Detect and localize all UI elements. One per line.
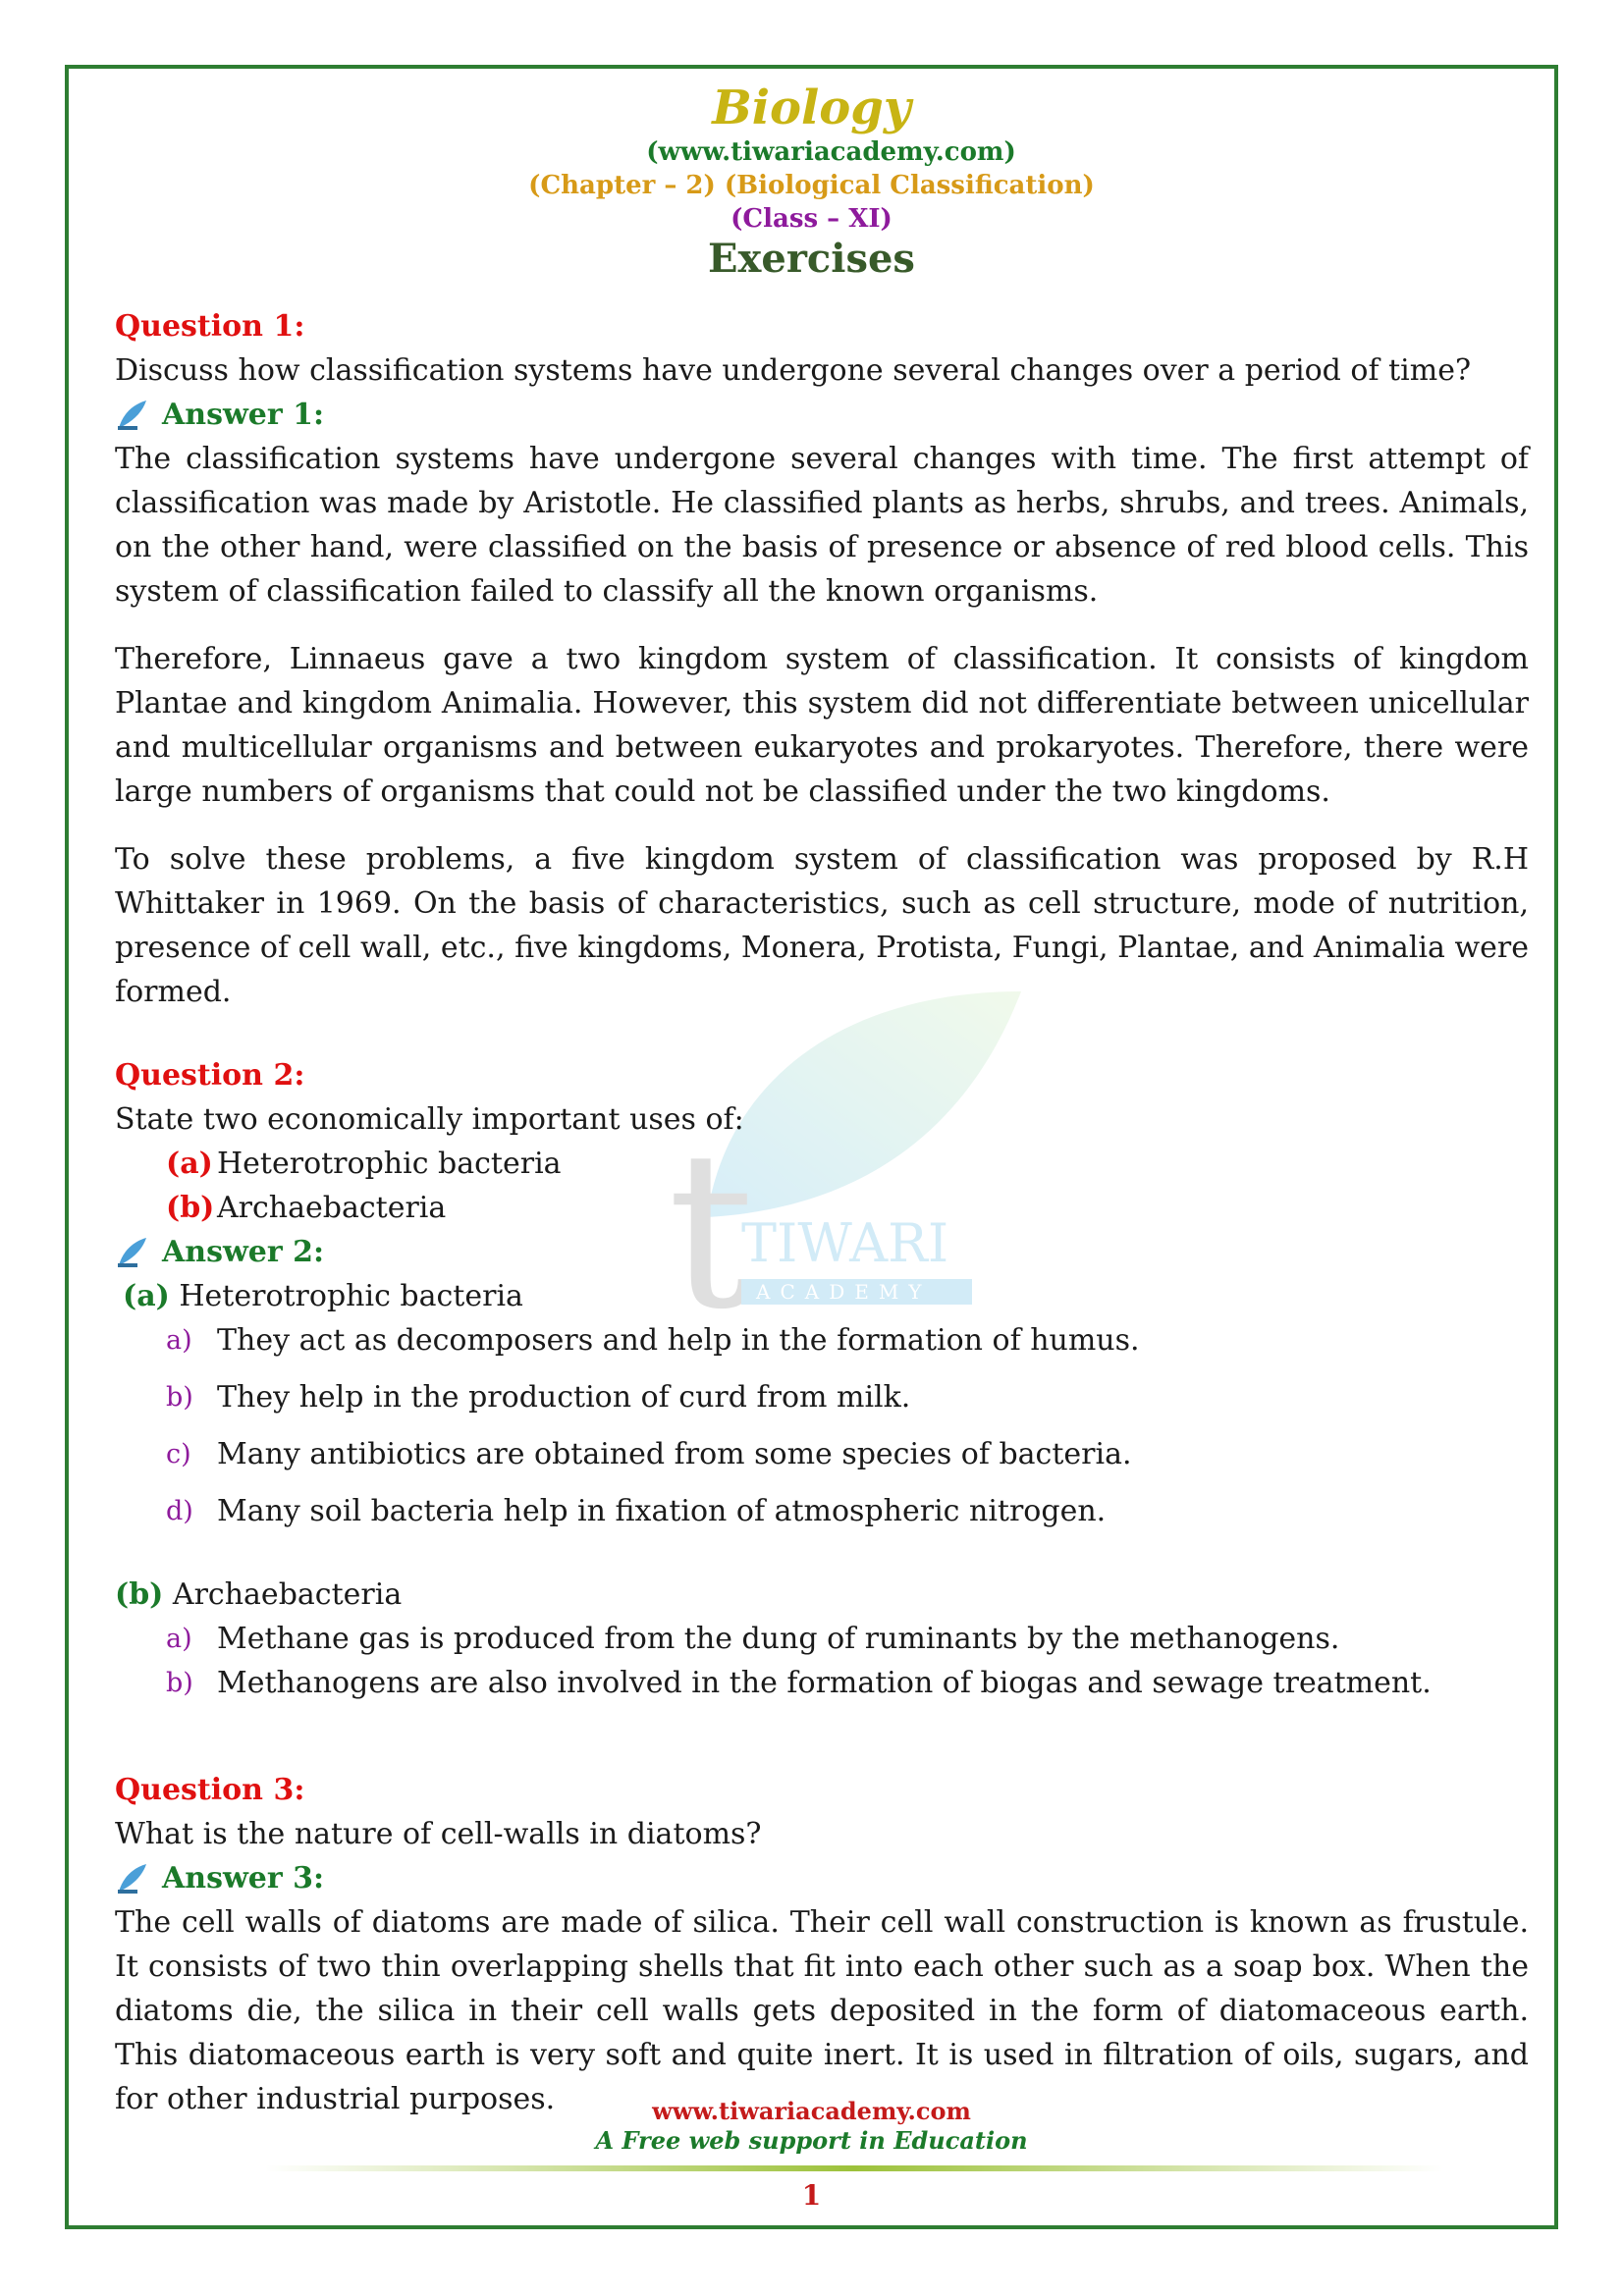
list-item-text: They act as decomposers and help in the formation of humus. [217,1323,1140,1358]
section-title: Heterotrophic bacteria [179,1279,523,1313]
list-item-text: Many soil bacteria help in fixation of atmospheric nitrogen. [217,1494,1107,1528]
chapter-title: (Chapter – 2) (Biological Classification) [528,171,1095,200]
answer-1-paragraph: The classification systems have undergone several changes with time. The first attempt of classification was made by Aristotle. He classified plants as herbs, shrubs, and trees. Animals, on the other hand, were classified on the basis of presence or absence of red blood cells. This system of classification failed to classify all the known organisms. [115,442,1529,609]
list-item-label: b) [166,1668,193,1698]
list-item [115,1318,1529,1362]
list-item-label: d) [166,1496,193,1526]
page-number: 1 [801,2179,822,2212]
list-item [115,1489,1529,1533]
list-item-label: a) [166,1624,192,1654]
section-title: Archaebacteria [172,1577,403,1612]
list-item [115,1432,1529,1476]
question-2-label: Question 2: [115,1058,305,1093]
question-1-label: Question 1: [115,309,305,344]
watermark-letter: t [668,1105,755,1357]
answer-3-heading [115,1856,1529,1900]
watermark-subtext: ACADEMY [756,1280,932,1304]
subject-title: Biology [712,80,911,135]
section-label: (b) [115,1577,164,1612]
footer-divider [265,2165,1443,2171]
question-2-option [115,1142,1529,1186]
answer-1-heading [115,393,1529,437]
exercise-content [115,304,1529,2121]
question-3-label: Question 3: [115,1773,305,1807]
list-item-text: Methanogens are also involved in the formation of biogas and sewage treatment. [217,1666,1432,1700]
question-1-text: Discuss how classification systems have undergone several changes over a period of time? [115,353,1472,388]
pen-icon [115,1236,148,1269]
class-title: (Class – XI) [730,204,893,234]
question-3-text: What is the nature of cell-walls in diatoms? [115,1817,762,1851]
list-item-label: b) [166,1382,193,1413]
list-item-label: a) [166,1325,192,1356]
option-text: Heterotrophic bacteria [217,1147,562,1181]
section-label: (a) [123,1279,170,1313]
pen-icon [115,399,148,432]
option-label: (a) [166,1147,213,1181]
section-a-heading [115,1274,1529,1318]
list-item-label: c) [166,1439,191,1469]
watermark-text: TIWARI [741,1212,949,1274]
answer-2-label: Answer 2: [162,1235,325,1269]
list-item [115,1617,1529,1661]
list-item-text: Methane gas is produced from the dung of ruminants by the methanogens. [217,1622,1340,1656]
section-b-heading [115,1573,1529,1617]
answer-1-paragraph: Therefore, Linnaeus gave a two kingdom system of classification. It consists of kingdom Plantae and kingdom Animalia. However, this system did not differentiate between unicellular and multicellular organisms and between eukaryotes and prokaryotes. Therefore, there were large numbers of organisms that could not be classified under the two kingdoms. [115,642,1529,809]
list-item-text: They help in the production of curd from milk. [217,1380,911,1415]
page-title: Exercises [708,236,915,282]
option-label: (b) [166,1191,215,1225]
footer-tagline: A Free web support in Education [595,2126,1028,2155]
list-item [115,1375,1529,1419]
list-item-text: Many antibiotics are obtained from some species of bacteria. [217,1437,1132,1471]
footer-website: www.tiwariacademy.com [652,2097,971,2125]
header-website: (www.tiwariacademy.com) [646,137,1016,167]
answer-2-heading [115,1230,1529,1274]
option-text: Archaebacteria [217,1191,447,1225]
pen-icon [115,1862,148,1896]
list-item [115,1661,1529,1705]
answer-3-paragraph: The cell walls of diatoms are made of silica. Their cell wall construction is known as frustule. It consists of two thin overlapping shells that fit into each other such as a soap box. When the diatoms die, the silica in their cell walls gets deposited in the form of diatomaceous earth. This diatomaceous earth is very soft and quite inert. It is used in filtration of oils, sugars, and for other industrial purposes. [115,1905,1529,2116]
question-2-text: State two economically important uses of: [115,1102,744,1137]
answer-1-paragraph: To solve these problems, a five kingdom system of classification was proposed by R.H Whittaker in 1969. On the basis of characteristics, such as cell structure, mode of nutrition, presence of cell wall, etc., five kingdoms, Monera, Protista, Fungi, Plantae, and Animalia were formed. [115,842,1529,1009]
answer-3-label: Answer 3: [162,1861,325,1896]
question-2-option [115,1186,1529,1230]
answer-1-label: Answer 1: [162,398,325,432]
